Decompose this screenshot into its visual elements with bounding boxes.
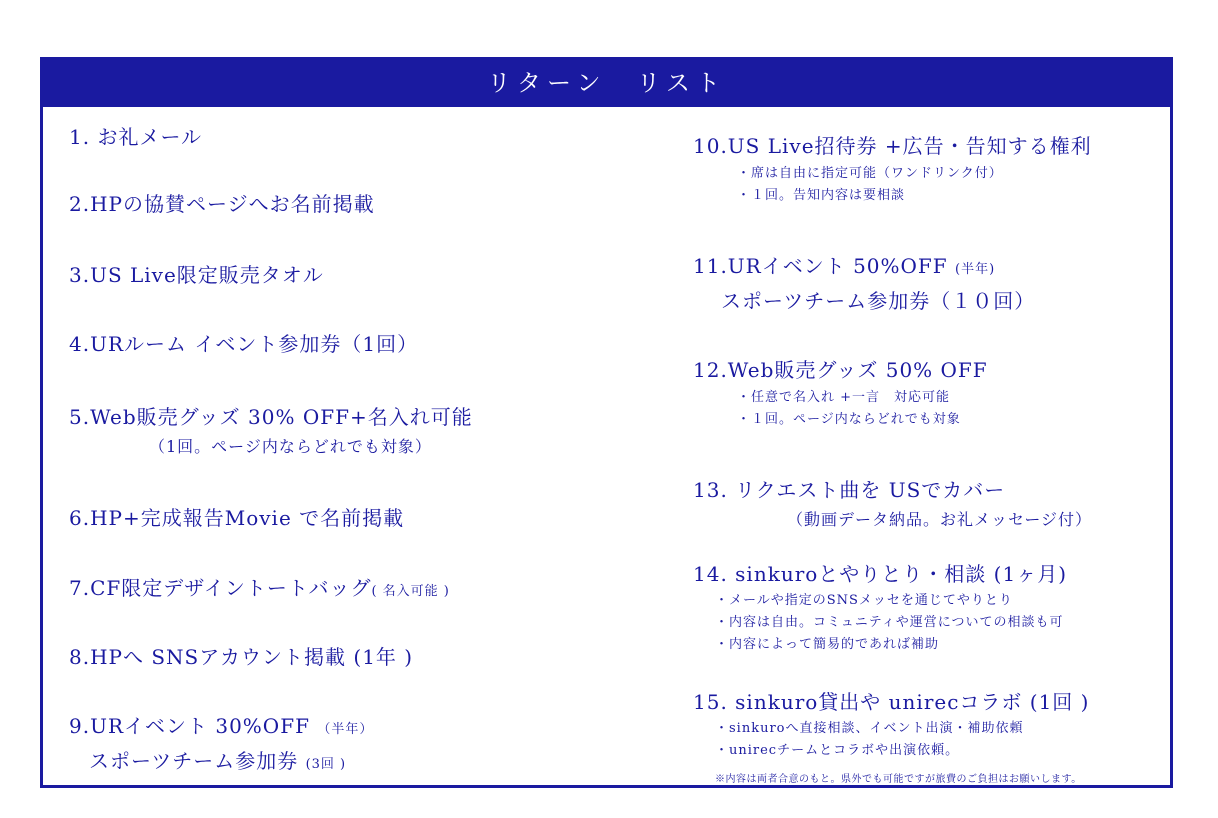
return-item-detail: ・メールや指定のSNSメッセを通じてやりとり <box>715 593 1013 608</box>
return-item-detail: ・unirecチームとコラボや出演依頼。 <box>715 743 960 758</box>
return-item-detail: （動画データ納品。お礼メッセージ付） <box>787 510 1093 529</box>
return-item-detail: ・内容は自由。コミュニティや運営についての相談も可 <box>715 615 1064 630</box>
return-item-title: 3.US Live限定販売タオル <box>69 263 324 287</box>
return-item-title: 6.HP+完成報告Movie で名前掲載 <box>69 506 405 530</box>
return-item-5 <box>69 401 473 458</box>
return-item-2 <box>69 188 375 217</box>
return-item-14 <box>693 558 1067 656</box>
return-item-title: 8.HPへ SNSアカウント掲載 (1年 ) <box>69 645 414 669</box>
return-item-10 <box>693 130 1092 207</box>
return-item-title: 11.URイベント 50%OFF (半年) <box>693 254 996 278</box>
return-item-9 <box>69 710 373 774</box>
return-item-13 <box>693 474 1092 531</box>
return-item-detail: ・sinkuroへ直接相談、イベント出演・補助依頼 <box>715 721 1024 736</box>
return-item-detail: （1回。ページ内ならどれでも対象） <box>149 437 432 456</box>
footnote: ※内容は両者合意のもと。県外でも可能ですが旅費のご負担はお願いします。 <box>715 774 1082 785</box>
return-item-4 <box>69 328 418 357</box>
return-item-3 <box>69 259 324 288</box>
return-item-title: 13. リクエスト曲を USでカバー <box>693 478 1006 502</box>
return-item-detail: ・席は自由に指定可能（ワンドリンク付） <box>737 166 1003 181</box>
return-item-title: 1. お礼メール <box>69 125 203 149</box>
return-item-title: 4.URルーム イベント参加券（1回） <box>69 332 419 356</box>
return-item-11 <box>693 250 1035 314</box>
return-item-8 <box>69 641 413 670</box>
return-item-title: 7.CF限定デザイントートバッグ( 名入可能 ) <box>69 576 450 600</box>
return-item-detail: スポーツチーム参加券 (3回 ) <box>89 749 347 773</box>
return-item-15 <box>693 686 1089 762</box>
return-item-title: 10.US Live招待券 +広告・告知する権利 <box>693 134 1092 158</box>
return-item-1 <box>69 121 202 150</box>
return-list-frame <box>40 57 1173 788</box>
return-item-title: 2.HPの協賛ページへお名前掲載 <box>69 192 375 216</box>
return-item-detail: ・内容によって簡易的であれば補助 <box>715 637 940 652</box>
return-item-7 <box>69 572 450 601</box>
return-item-title: 15. sinkuro貸出や unirecコラボ (1回 ) <box>693 690 1090 714</box>
return-item-title: 14. sinkuroとやりとり・相談 (1ヶ月) <box>693 562 1067 586</box>
return-item-6 <box>69 502 404 531</box>
return-item-detail: スポーツチーム参加券（１０回） <box>721 289 1036 313</box>
return-item-title: 5.Web販売グッズ 30% OFF+名入れ可能 <box>69 405 473 429</box>
return-item-title: 12.Web販売グッズ 50% OFF <box>693 358 988 382</box>
return-item-detail: ・１回。ページ内ならどれでも対象 <box>737 412 961 427</box>
return-list-header: リターン リスト <box>43 60 1170 107</box>
return-item-12 <box>693 354 988 431</box>
return-item-title: 9.URイベント 30%OFF （半年） <box>69 714 374 738</box>
return-item-detail: ・任意で名入れ +一言 対応可能 <box>737 390 951 405</box>
return-item-detail: ・１回。告知内容は要相談 <box>737 188 906 203</box>
